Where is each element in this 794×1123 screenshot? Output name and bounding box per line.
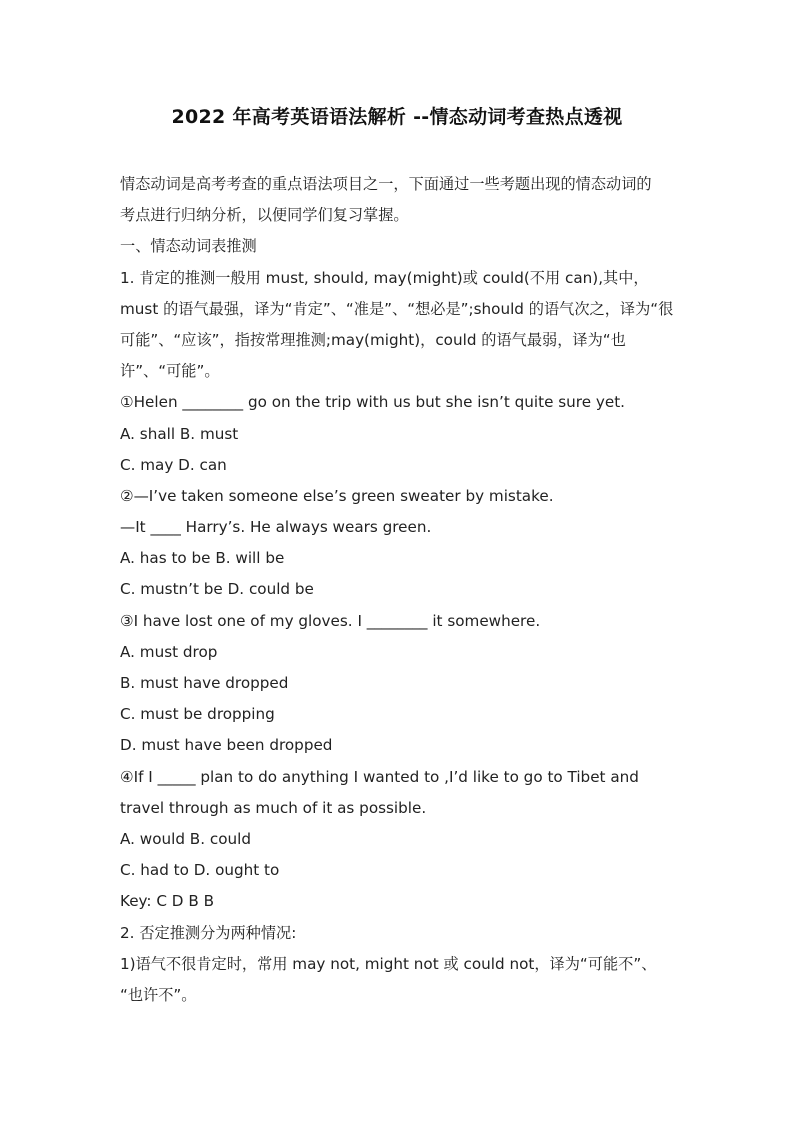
rule-1-line-3: 可能”、“应该”，指按常理推测;may(might)，could 的语气最弱，译为“也 bbox=[120, 330, 626, 349]
intro-line-2: 考点进行归纳分析，以便同学们复习掌握。 bbox=[120, 206, 409, 225]
question-4-options-ab: A. would B. could bbox=[120, 829, 252, 848]
question-4-options-cd: C. had to D. ought to bbox=[120, 861, 280, 880]
question-3: ③I have lost one of my gloves. I ________ it somewhere. bbox=[120, 611, 541, 630]
question-2-options-cd: C. mustn’t be D. could be bbox=[120, 580, 314, 599]
rule-2-heading: 2. 否定推测分为两种情况: bbox=[120, 923, 297, 942]
rule-1-line-1: 1. 肯定的推测一般用 must, should, may(might)或 could(不用 can),其中， bbox=[120, 268, 649, 287]
rule-1-line-2: must 的语气最强，译为“肯定”、“准是”、“想必是”;should 的语气次之，译为“很 bbox=[120, 299, 674, 318]
question-3-option-a: A. must drop bbox=[120, 642, 218, 661]
question-2-line-2: —It ____ Harry’s. He always wears green. bbox=[120, 518, 432, 537]
answer-key: Key: C D B B bbox=[120, 892, 214, 911]
rule-1-line-4: 许”、“可能”。 bbox=[120, 362, 220, 381]
section-heading-1: 一、情态动词表推测 bbox=[120, 237, 257, 256]
question-1-options-cd: C. may D. can bbox=[120, 455, 227, 474]
question-1: ①Helen ________ go on the trip with us but she isn’t quite sure yet. bbox=[120, 393, 626, 412]
question-3-option-b: B. must have dropped bbox=[120, 674, 289, 692]
question-4-line-2: travel through as much of it as possible. bbox=[120, 798, 427, 817]
question-2-options-ab: A. has to be B. will be bbox=[120, 549, 285, 568]
document-title: 2022 年高考英语语法解析 --情态动词考查热点透视 bbox=[171, 106, 623, 128]
question-3-option-d: D. must have been dropped bbox=[120, 736, 333, 755]
question-2-line-1: ②—I’ve taken someone else’s green sweater by mistake. bbox=[120, 486, 554, 505]
document-body bbox=[120, 169, 680, 1011]
question-1-options-ab: A. shall B. must bbox=[120, 424, 239, 443]
question-4-line-1: ④If I _____ plan to do anything I wanted to ,I’d like to go to Tibet and bbox=[120, 767, 639, 786]
intro-line-1: 情态动词是高考考查的重点语法项目之一，下面通过一些考题出现的情态动词的 bbox=[120, 175, 652, 193]
rule-2-line-2: “也许不”。 bbox=[120, 985, 197, 1004]
question-3-option-c: C. must be dropping bbox=[120, 705, 275, 724]
rule-2-line-1: 1)语气不很肯定时，常用 may not, might not 或 could not，译为“可能不”、 bbox=[120, 954, 657, 973]
